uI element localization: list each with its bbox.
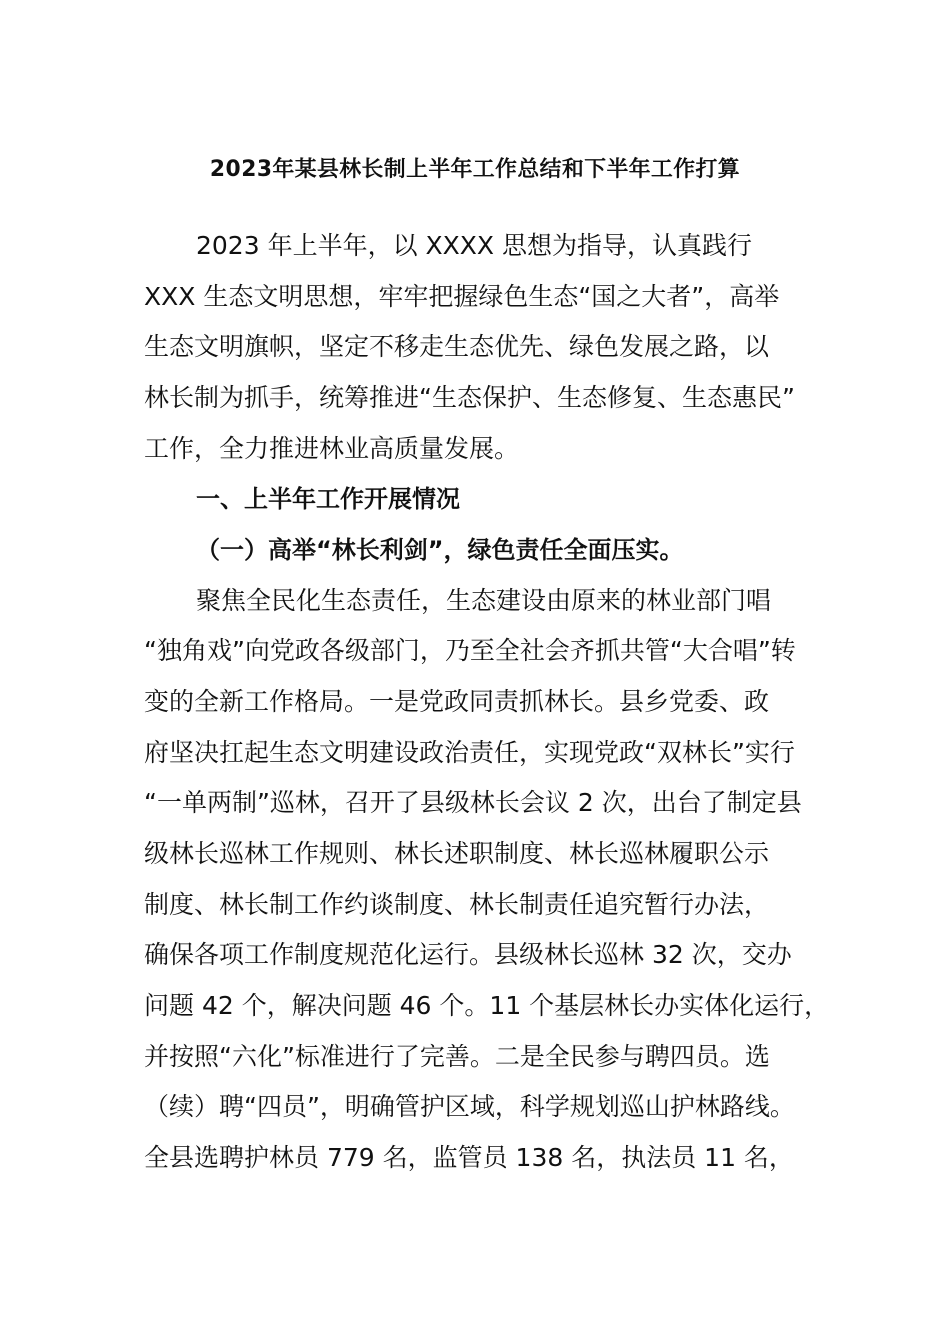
paragraph-line: “独角戏”向党政各级部门，乃至全社会齐抓共管“大合唱”转 <box>144 636 796 665</box>
paragraph-line: 制度、林长制工作约谈制度、林长制责任追究暂行办法， <box>144 890 770 919</box>
paragraph-line: 全县选聘护林员 779 名，监管员 138 名，执法员 11 名， <box>144 1143 794 1172</box>
paragraph-line: （续）聘“四员”，明确管护区域，科学规划巡山护林路线。 <box>144 1092 795 1121</box>
document-title: 2023年某县林长制上半年工作总结和下半年工作打算 <box>209 157 741 182</box>
paragraph-line: XXX 生态文明思想，牢牢把握绿色生态“国之大者”，高举 <box>144 282 780 311</box>
section-heading: 一、上半年工作开展情况 <box>196 485 460 513</box>
subsection-heading: （一）高举“林长利剑”，绿色责任全面压实。 <box>196 536 684 564</box>
paragraph-line: 级林长巡林工作规则、林长述职制度、林长巡林履职公示 <box>144 839 770 868</box>
paragraph-line: 确保各项工作制度规范化运行。县级林长巡林 32 次，交办 <box>144 940 792 969</box>
paragraph-line: 聚焦全民化生态责任，生态建设由原来的林业部门唱 <box>196 586 772 615</box>
paragraph-line: 并按照“六化”标准进行了完善。二是全民参与聘四员。选 <box>144 1042 770 1071</box>
paragraph-line: 生态文明旗帜，坚定不移走生态优先、绿色发展之路，以 <box>144 332 770 361</box>
paragraph-line: 问题 42 个，解决问题 46 个。11 个基层林长办实体化运行， <box>144 991 830 1020</box>
paragraph-line: 变的全新工作格局。一是党政同责抓林长。县乡党委、政 <box>144 687 770 716</box>
paragraph-line: 工作，全力推进林业高质量发展。 <box>144 434 520 463</box>
paragraph-line: 林长制为抓手，统筹推进“生态保护、生态修复、生态惠民” <box>144 383 795 412</box>
paragraph-line: “一单两制”巡林，召开了县级林长会议 2 次，出台了制定县 <box>144 788 802 817</box>
paragraph-line: 2023 年上半年，以 XXXX 思想为指导，认真践行 <box>196 231 752 260</box>
paragraph-line: 府坚决扛起生态文明建设政治责任，实现党政“双林长”实行 <box>144 738 795 767</box>
